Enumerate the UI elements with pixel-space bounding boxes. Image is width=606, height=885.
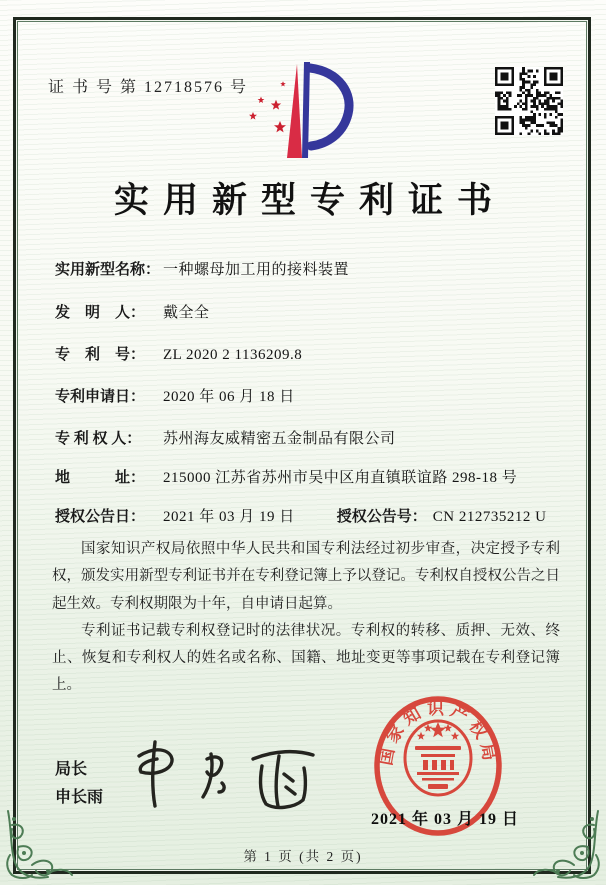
field-inventor: [55, 303, 566, 323]
field-grant-number: [337, 507, 547, 527]
field-utility-model-name: [55, 260, 566, 280]
legal-paragraph-1: 国家知识产权局依照中华人民共和国专利法经过初步审查，决定授予专利权，颁发实用新型专利证书并在专利登记簿上予以登记。专利权自授权公告之日起生效。专利权期限为十年，自申请日起算。: [52, 541, 560, 612]
field-value: 2021 年 03 月 19 日: [163, 509, 295, 525]
field-value: 2020 年 06 月 18 日: [163, 389, 295, 405]
qr-code: [495, 67, 563, 135]
field-value: 苏州海友威精密五金制品有限公司: [163, 431, 396, 447]
field-label: 专 利 号：: [55, 347, 146, 363]
issuer-block: [55, 756, 103, 812]
page-number: 第 1 页 (共 2 页): [243, 849, 363, 864]
field-label: 专 利 权 人：: [55, 431, 142, 447]
certificate-number: 证 书 号 第 12718576 号: [48, 79, 249, 96]
field-label: 地 址：: [55, 470, 146, 486]
seal-arc-text: 国家知识产权局: [376, 699, 500, 767]
field-value: 215000 江苏省苏州市吴中区甪直镇联谊路 298-18 号: [163, 470, 518, 486]
field-label: 专利申请日：: [55, 389, 146, 405]
national-emblem-icon: [405, 721, 471, 795]
issuer-title: 局长: [55, 761, 88, 778]
field-label: 实用新型名称：: [55, 262, 161, 278]
issuer-name: 申长雨: [55, 789, 104, 806]
field-patentee: [55, 429, 566, 449]
field-address: [55, 468, 566, 488]
floral-corner-ornament-bottom-right: [512, 791, 604, 883]
field-value: 戴全全: [163, 305, 210, 321]
legal-text-block: [52, 536, 560, 700]
field-value: CN 212735212 U: [432, 509, 547, 525]
seal-date: 2021 年 03 月 19 日: [371, 811, 520, 828]
field-label: 发 明 人：: [55, 305, 146, 321]
field-patent-number: [55, 345, 566, 365]
cnipa-logo-icon: [243, 56, 355, 168]
field-label: 授权公告号：: [336, 509, 427, 525]
field-value: ZL 2020 2 1136209.8: [163, 347, 303, 363]
field-application-date: [55, 387, 566, 407]
legal-paragraph-2: 专利证书记载专利权登记时的法律状况。专利权的转移、质押、无效、终止、恢复和专利权人的姓名或名称、国籍、地址变更等事项记载在专利登记簿上。: [52, 622, 560, 694]
field-label: 授权公告日：: [55, 509, 146, 525]
certificate-title: 实用新型专利证书: [113, 181, 506, 220]
field-value: 一种螺母加工用的接料装置: [163, 262, 350, 278]
director-signature: [125, 726, 325, 821]
field-grant-info: [55, 507, 566, 527]
